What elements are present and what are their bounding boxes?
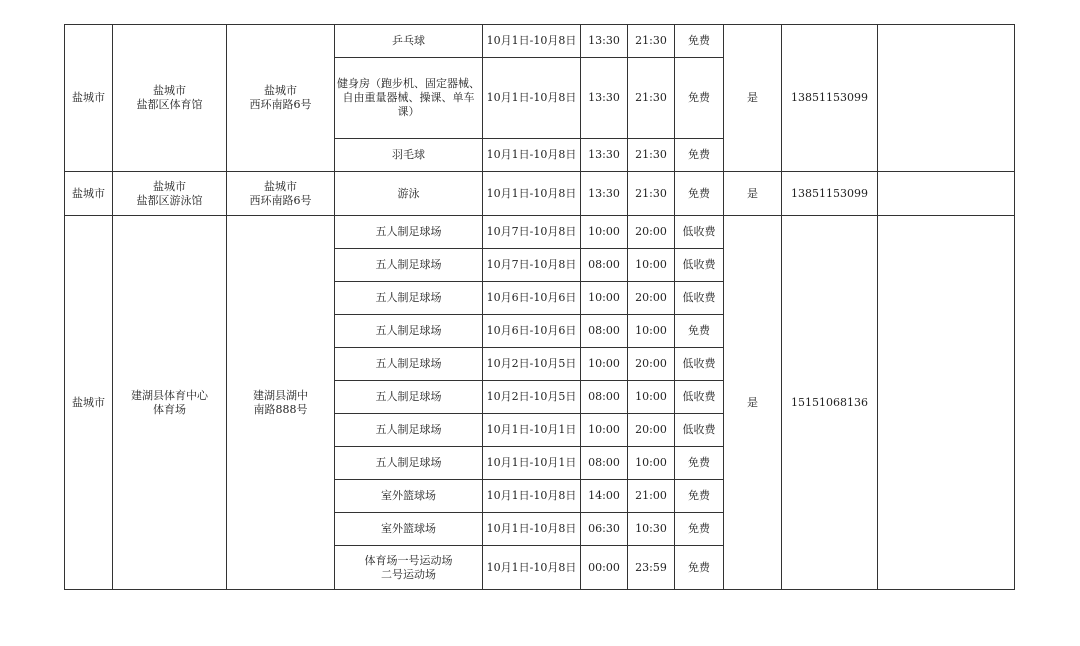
item-cell: 五人制足球场 xyxy=(335,447,483,480)
fee-cell: 免费 xyxy=(675,513,724,546)
note-cell xyxy=(878,216,1015,590)
end-time-cell: 20:00 xyxy=(628,414,675,447)
end-time-cell: 10:00 xyxy=(628,381,675,414)
fee-cell: 免费 xyxy=(675,447,724,480)
dates-cell: 10月1日-10月8日 xyxy=(483,513,581,546)
note-cell xyxy=(878,172,1015,216)
item-cell: 羽毛球 xyxy=(335,139,483,172)
address-cell: 盐城市 西环南路6号 xyxy=(227,25,335,172)
start-time-cell: 10:00 xyxy=(581,414,628,447)
end-time-cell: 10:00 xyxy=(628,315,675,348)
dates-cell: 10月7日-10月8日 xyxy=(483,249,581,282)
venue-cell: 建湖县体育中心 体育场 xyxy=(113,216,227,590)
dates-cell: 10月1日-10月8日 xyxy=(483,25,581,58)
fee-cell: 免费 xyxy=(675,58,724,139)
end-time-cell: 21:00 xyxy=(628,480,675,513)
item-cell: 室外篮球场 xyxy=(335,480,483,513)
dates-cell: 10月6日-10月6日 xyxy=(483,282,581,315)
dates-cell: 10月1日-10月8日 xyxy=(483,172,581,216)
open-cell: 是 xyxy=(724,216,782,590)
end-time-cell: 20:00 xyxy=(628,282,675,315)
item-cell: 五人制足球场 xyxy=(335,381,483,414)
item-cell: 室外篮球场 xyxy=(335,513,483,546)
fee-cell: 低收费 xyxy=(675,282,724,315)
start-time-cell: 10:00 xyxy=(581,216,628,249)
venue-cell: 盐城市 盐都区体育馆 xyxy=(113,25,227,172)
end-time-cell: 10:00 xyxy=(628,447,675,480)
open-cell: 是 xyxy=(724,172,782,216)
city-cell: 盐城市 xyxy=(65,172,113,216)
table-row xyxy=(65,172,1015,216)
venue-cell: 盐城市 盐都区游泳馆 xyxy=(113,172,227,216)
start-time-cell: 10:00 xyxy=(581,282,628,315)
item-cell: 五人制足球场 xyxy=(335,348,483,381)
item-cell: 体育场一号运动场 二号运动场 xyxy=(335,546,483,590)
item-cell: 乒乓球 xyxy=(335,25,483,58)
venue-schedule-table xyxy=(64,24,1015,590)
start-time-cell: 14:00 xyxy=(581,480,628,513)
end-time-cell: 20:00 xyxy=(628,348,675,381)
start-time-cell: 08:00 xyxy=(581,381,628,414)
start-time-cell: 08:00 xyxy=(581,249,628,282)
start-time-cell: 13:30 xyxy=(581,172,628,216)
start-time-cell: 13:30 xyxy=(581,25,628,58)
end-time-cell: 10:30 xyxy=(628,513,675,546)
end-time-cell: 21:30 xyxy=(628,172,675,216)
city-cell: 盐城市 xyxy=(65,216,113,590)
fee-cell: 免费 xyxy=(675,25,724,58)
fee-cell: 低收费 xyxy=(675,348,724,381)
end-time-cell: 21:30 xyxy=(628,139,675,172)
end-time-cell: 21:30 xyxy=(628,58,675,139)
dates-cell: 10月2日-10月5日 xyxy=(483,348,581,381)
item-cell: 五人制足球场 xyxy=(335,282,483,315)
fee-cell: 低收费 xyxy=(675,216,724,249)
fee-cell: 免费 xyxy=(675,315,724,348)
dates-cell: 10月1日-10月8日 xyxy=(483,58,581,139)
note-cell xyxy=(878,25,1015,172)
phone-cell: 13851153099 xyxy=(782,172,878,216)
fee-cell: 免费 xyxy=(675,546,724,590)
dates-cell: 10月6日-10月6日 xyxy=(483,315,581,348)
item-cell: 五人制足球场 xyxy=(335,216,483,249)
start-time-cell: 13:30 xyxy=(581,58,628,139)
start-time-cell: 08:00 xyxy=(581,315,628,348)
start-time-cell: 13:30 xyxy=(581,139,628,172)
fee-cell: 免费 xyxy=(675,480,724,513)
open-cell: 是 xyxy=(724,25,782,172)
fee-cell: 低收费 xyxy=(675,414,724,447)
start-time-cell: 06:30 xyxy=(581,513,628,546)
fee-cell: 免费 xyxy=(675,172,724,216)
fee-cell: 低收费 xyxy=(675,249,724,282)
address-cell: 盐城市 西环南路6号 xyxy=(227,172,335,216)
end-time-cell: 20:00 xyxy=(628,216,675,249)
end-time-cell: 10:00 xyxy=(628,249,675,282)
start-time-cell: 08:00 xyxy=(581,447,628,480)
dates-cell: 10月1日-10月8日 xyxy=(483,139,581,172)
fee-cell: 低收费 xyxy=(675,381,724,414)
item-cell: 游泳 xyxy=(335,172,483,216)
city-cell: 盐城市 xyxy=(65,25,113,172)
dates-cell: 10月7日-10月8日 xyxy=(483,216,581,249)
start-time-cell: 10:00 xyxy=(581,348,628,381)
address-cell: 建湖县湖中 南路888号 xyxy=(227,216,335,590)
end-time-cell: 21:30 xyxy=(628,25,675,58)
item-cell: 健身房（跑步机、固定器械、自由重量器械、操课、单车课） xyxy=(335,58,483,139)
dates-cell: 10月2日-10月5日 xyxy=(483,381,581,414)
dates-cell: 10月1日-10月1日 xyxy=(483,447,581,480)
item-cell: 五人制足球场 xyxy=(335,414,483,447)
item-cell: 五人制足球场 xyxy=(335,315,483,348)
phone-cell: 15151068136 xyxy=(782,216,878,590)
fee-cell: 免费 xyxy=(675,139,724,172)
start-time-cell: 00:00 xyxy=(581,546,628,590)
phone-cell: 13851153099 xyxy=(782,25,878,172)
dates-cell: 10月1日-10月1日 xyxy=(483,414,581,447)
end-time-cell: 23:59 xyxy=(628,546,675,590)
item-cell: 五人制足球场 xyxy=(335,249,483,282)
table-row xyxy=(65,216,1015,249)
table-row xyxy=(65,25,1015,58)
dates-cell: 10月1日-10月8日 xyxy=(483,546,581,590)
dates-cell: 10月1日-10月8日 xyxy=(483,480,581,513)
